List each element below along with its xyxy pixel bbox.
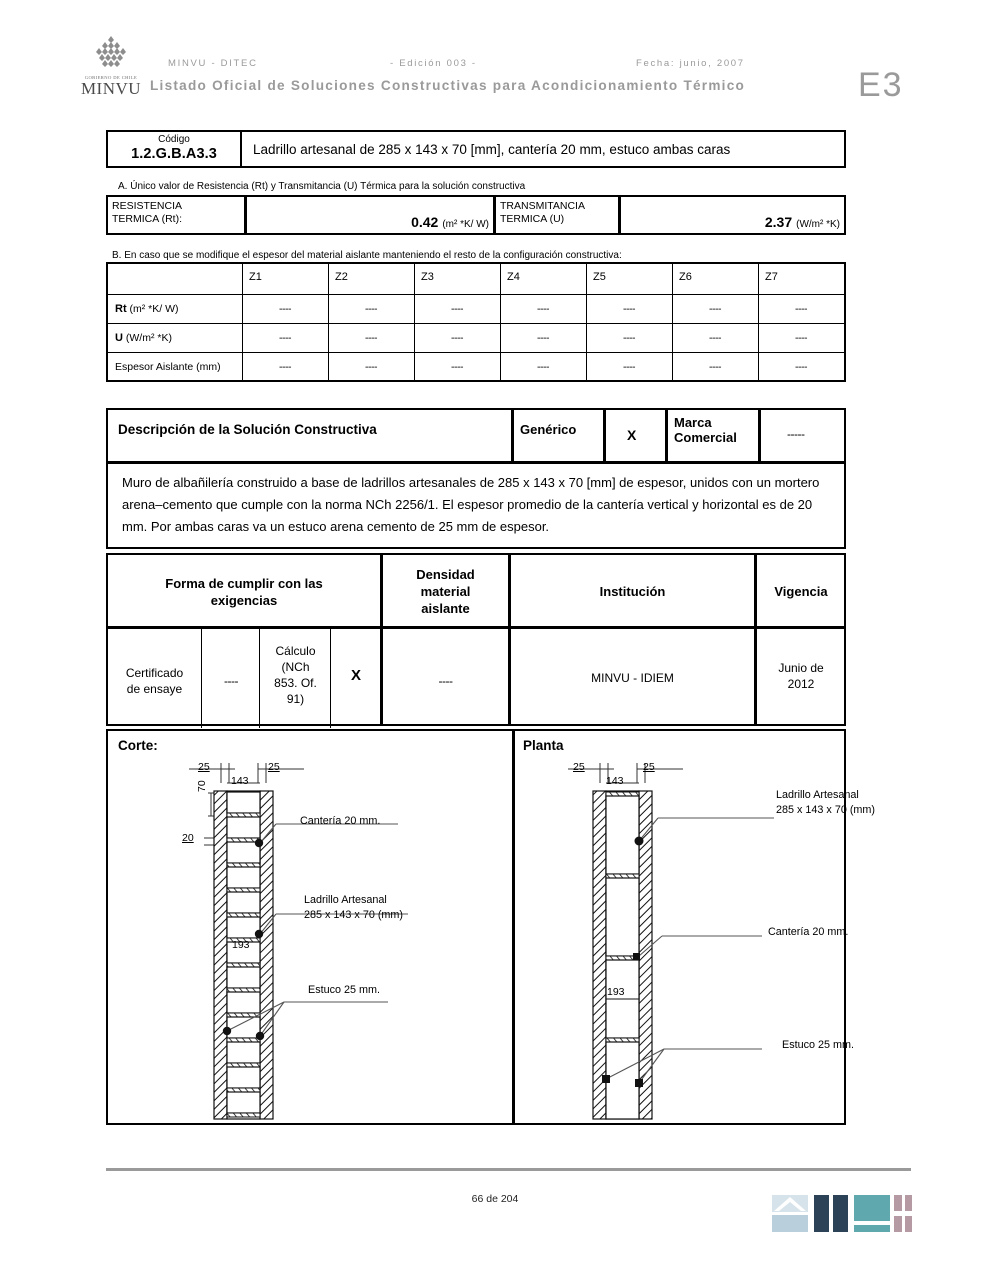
divider (108, 626, 844, 629)
marca-comercial-label: Marca Comercial (674, 415, 737, 445)
section-a-table (106, 195, 846, 235)
cell-esp-z2: ---- (365, 361, 377, 373)
corte-label-ladrillo-2: 285 x 143 x 70 (mm) (304, 909, 404, 921)
certificado-mark: ---- (224, 674, 238, 688)
col-header-z5: Z5 (593, 271, 606, 283)
corte-title: Corte: (118, 738, 158, 753)
row-label-espesor: Espesor Aislante (mm) (115, 361, 221, 373)
generico-label: Genérico (520, 422, 577, 437)
divider (108, 461, 844, 464)
cell-rt-z5: ---- (623, 303, 635, 315)
cell-esp-z3: ---- (451, 361, 463, 373)
header-meta-line (168, 58, 868, 72)
corte-dim-left-25: 25 (198, 761, 210, 773)
description-title: Descripción de la Solución Constructiva (118, 422, 377, 437)
section-a-note: A. Único valor de Resistencia (Rt) y Transmitancia (U) Térmica para la solución constructiva (118, 181, 526, 192)
cell-rt-z6: ---- (709, 303, 721, 315)
cell-rt-z1: ---- (279, 303, 291, 315)
col-header-z6: Z6 (679, 271, 692, 283)
marca-comercial-value: ----- (787, 427, 805, 441)
logo-gobierno-text: GOBIERNO DE CHILE (84, 75, 138, 80)
forma-table (106, 553, 846, 726)
section-b-table (106, 262, 846, 382)
cell-u-z2: ---- (365, 332, 377, 344)
minvu-emblem-icon (83, 34, 139, 74)
footer-divider (106, 1168, 911, 1171)
densidad-header: Densidad material aislante (416, 567, 475, 616)
divider (330, 626, 331, 728)
page-header (0, 30, 990, 110)
col-header-z4: Z4 (507, 271, 520, 283)
drawings-panel (106, 729, 876, 1125)
corte-label-ladrillo-1: Ladrillo Artesanal (304, 894, 387, 906)
corte-dim-20: 20 (182, 832, 194, 844)
divider (758, 410, 761, 461)
cell-rt-z4: ---- (537, 303, 549, 315)
transmitancia-value: 2.37 (764, 214, 793, 230)
divider (259, 626, 260, 728)
resistencia-label-line2: TERMICA (Rt): (112, 213, 182, 225)
forma-header: Forma de cumplir con las exigencias (165, 576, 323, 608)
cell-u-z3: ---- (451, 332, 463, 344)
logo-minvu-text: MINVU (80, 79, 142, 98)
description-table (106, 408, 846, 549)
corte-dim-143: 143 (231, 775, 249, 787)
corte-label-canteria: Cantería 20 mm. (300, 815, 381, 827)
divider (108, 323, 844, 324)
transmitancia-unit: (W/m² *K) (796, 219, 840, 230)
header-code-badge: E3 (858, 66, 904, 104)
section-b-note: B. En caso que se modifique el espesor del material aislante manteniendo el resto de la configuración constructiva: (112, 250, 622, 261)
generico-mark: X (627, 427, 637, 443)
resistencia-value: 0.42 (411, 214, 439, 230)
resistencia-label-line1: RESISTENCIA (112, 200, 183, 212)
divider (665, 410, 668, 461)
col-header-z7: Z7 (765, 271, 778, 283)
code-description-cell (242, 132, 844, 166)
header-title: Listado Oficial de Soluciones Constructivas para Acondicionamiento Térmico (150, 78, 746, 93)
transmitancia-label-line2: TERMICA (U) (500, 213, 565, 225)
cell-rt-z2: ---- (365, 303, 377, 315)
cell-u-z4: ---- (537, 332, 549, 344)
cell-u-z1: ---- (279, 332, 291, 344)
institucion-value: MINVU - IDIEM (591, 671, 674, 685)
transmitancia-label-line1: TRANSMITANCIA (500, 200, 585, 212)
cell-esp-z7: ---- (795, 361, 807, 373)
resistencia-value-cell (246, 197, 493, 233)
transmitancia-value-cell (621, 197, 844, 233)
cell-u-z7: ---- (795, 332, 807, 344)
densidad-value: ---- (438, 674, 453, 688)
corte-dim-70: 70 (196, 780, 208, 792)
vigencia-value: Junio de 2012 (778, 661, 824, 691)
institucion-header: Institución (599, 584, 666, 599)
code-cell (108, 132, 242, 166)
minvu-logo (68, 34, 154, 104)
cell-rt-z7: ---- (795, 303, 807, 315)
code-description: Ladrillo artesanal de 285 x 143 x 70 [mm], cantería 20 mm, estuco ambas caras (253, 141, 731, 157)
divider (603, 410, 606, 461)
calculo-mark: X (350, 667, 361, 684)
code-label: Código (158, 134, 190, 145)
planta-dim-left-25: 25 (573, 761, 585, 773)
header-minvu-ditec: MINVU - DITEC (168, 58, 258, 69)
divider (108, 294, 844, 295)
header-fecha: Fecha: junio, 2007 (636, 58, 745, 69)
col-header-z1: Z1 (249, 271, 262, 283)
page-number: 66 de 204 (471, 1193, 519, 1205)
calculo-label: Cálculo (NCh 853. Of. 91) (274, 644, 317, 706)
cell-u-z5: ---- (623, 332, 635, 344)
corte-dim-right-25: 25 (268, 761, 280, 773)
header-edicion: - Edición 003 - (390, 58, 477, 69)
cell-rt-z3: ---- (451, 303, 463, 315)
planta-title: Planta (523, 738, 564, 753)
certificado-label: Certificado de ensaye (125, 666, 184, 696)
planta-label-ladrillo-1: Ladrillo Artesanal (776, 789, 859, 801)
cell-esp-z5: ---- (623, 361, 635, 373)
col-header-z2: Z2 (335, 271, 348, 283)
description-body: Muro de albañilería construido a base de ladrillos artesanales de 285 x 143 x 70 [mm] de espesor, unidos con un mortero arena–cemento que cumple con la norma NCh 2256/1. El espesor promedio de la cantería vertical y horizontal es de 20 mm. Por ambas caras va un estuco arena cemento de 25 mm de espesor. (122, 475, 820, 534)
cell-esp-z6: ---- (709, 361, 721, 373)
divider (511, 410, 514, 461)
planta-label-estuco: Estuco 25 mm. (782, 1039, 855, 1051)
corte-drawing (108, 731, 512, 1130)
transmitancia-label-cell (496, 197, 618, 233)
planta-label-ladrillo-2: 285 x 143 x 70 (mm) (776, 804, 876, 816)
footer-logo (772, 1195, 912, 1237)
row-label-u: U (W/m² *K) (115, 332, 172, 344)
code-bar (106, 130, 846, 168)
row-label-rt: Rt (m² *K/ W) (115, 303, 179, 315)
divider (754, 555, 757, 724)
planta-label-canteria: Cantería 20 mm. (768, 926, 849, 938)
code-value: 1.2.G.B.A3.3 (131, 146, 217, 162)
corte-dim-193: 193 (232, 939, 250, 951)
vigencia-header: Vigencia (774, 584, 828, 599)
resistencia-unit: (m² *K/ W) (442, 219, 489, 230)
cell-esp-z1: ---- (279, 361, 291, 373)
planta-dim-193: 193 (607, 986, 625, 998)
col-header-z3: Z3 (421, 271, 434, 283)
planta-dim-right-25: 25 (643, 761, 655, 773)
divider (508, 555, 511, 724)
divider (108, 352, 844, 353)
corte-label-estuco: Estuco 25 mm. (308, 984, 381, 996)
planta-dim-143: 143 (606, 775, 624, 787)
resistencia-label-cell (108, 197, 244, 233)
divider (201, 626, 202, 728)
cell-u-z6: ---- (709, 332, 721, 344)
cell-esp-z4: ---- (537, 361, 549, 373)
